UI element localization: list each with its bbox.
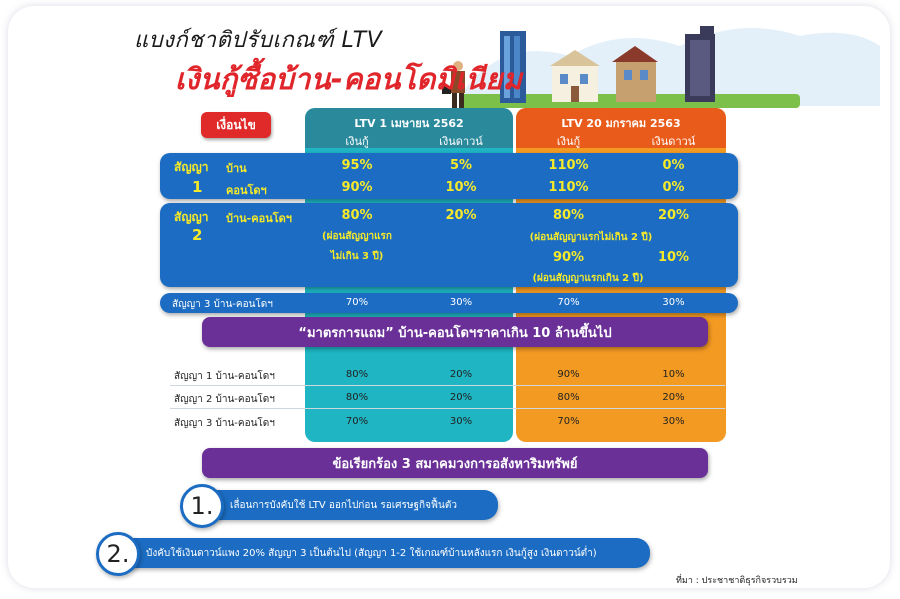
c3-new-down: 30% (662, 297, 685, 308)
lux1-old-down: 20% (449, 369, 473, 380)
c3-old-down: 30% (449, 297, 473, 308)
c2-old-loan: 80% (341, 208, 373, 223)
lux1-new-down: 10% (662, 369, 685, 380)
luxury-row1-label: สัญญา 1 บ้าน-คอนโดฯ (174, 371, 275, 382)
old-ltv-title: LTV 1 เมษายน 2562 (354, 117, 464, 130)
c1-house-old-down: 5% (449, 158, 473, 173)
demand2-text: บังคับใช้เงินดาวน์แพง 20% สัญญา 3 เป็นต้นไป (สัญญา 1-2 ใช้เกณฑ์บ้านหลังแรก เงินกู้สูง เงินดาวน์ต่ำ) (146, 547, 597, 559)
c1-house-new-loan: 110% (548, 158, 589, 173)
source-note: ที่มา : ประชาชาติธุรกิจรวบรวม (676, 576, 798, 586)
c1-condo-new-down: 0% (662, 180, 685, 195)
c2-new-note1: (ผ่อนสัญญาแรกไม่เกิน 2 ปี) (529, 232, 653, 243)
lux2-new-down: 20% (662, 392, 685, 403)
c2-old-note2: ไม่เกิน 3 ปี) (330, 251, 384, 262)
lux2-old-down: 20% (449, 392, 473, 403)
lux3-new-down: 30% (662, 416, 685, 427)
demand1-pill (200, 490, 498, 520)
contract2-label: สัญญา (174, 210, 209, 224)
c2-new-down1: 20% (657, 208, 690, 223)
demand1-text: เลื่อนการบังคับใช้ LTV ออกไปก่อน รอเศรษฐกิจฟื้นตัว (230, 499, 457, 511)
contract1-label: สัญญา (174, 160, 209, 174)
c1-house-old-loan: 95% (341, 158, 373, 173)
c1-condo-old-down: 10% (445, 180, 477, 195)
c2-new-down2: 10% (657, 250, 690, 265)
c2-old-down: 20% (445, 208, 477, 223)
luxury-row2-label: สัญญา 2 บ้าน-คอนโดฯ (174, 394, 275, 405)
demands-banner: ข้อเรียกร้อง 3 สมาคมวงการอสังหาริมทรัพย์ (202, 448, 708, 478)
new-loan-header: เงินกู้ (556, 135, 581, 148)
lux2-old-loan: 80% (345, 392, 369, 403)
demand1-number: 1. (180, 484, 224, 528)
lux3-old-down: 30% (449, 416, 473, 427)
old-down-header: เงินดาวน์ (439, 135, 483, 148)
c1-house-new-down: 0% (662, 158, 685, 173)
c2-old-note1: (ผ่อนสัญญาแรก (322, 231, 392, 242)
demand2-pill (120, 538, 650, 568)
c1-condo-old-loan: 90% (341, 180, 373, 195)
title-line2: เงินกู้ซื้อบ้าน-คอนโดมิเนียม (175, 62, 523, 96)
demand2-number: 2. (96, 532, 140, 576)
contract1-number: 1 (192, 178, 203, 196)
contract2-number: 2 (192, 226, 203, 244)
lux3-old-loan: 70% (345, 416, 369, 427)
c2-new-note2: (ผ่อนสัญญาแรกเกิน 2 ปี) (532, 273, 644, 284)
lux1-old-loan: 80% (345, 369, 369, 380)
contract3-label: สัญญา 3 บ้าน-คอนโดฯ (172, 299, 273, 310)
old-loan-header: เงินกู้ (345, 135, 369, 148)
c3-new-loan: 70% (557, 297, 580, 308)
new-ltv-title: LTV 20 มกราคม 2563 (561, 117, 681, 130)
luxury-separator (170, 408, 725, 409)
contract1-type-house: บ้าน (226, 162, 247, 175)
c3-old-loan: 70% (345, 297, 369, 308)
c2-new-loan1: 80% (552, 208, 585, 223)
luxury-row3-label: สัญญา 3 บ้าน-คอนโดฯ (174, 418, 275, 429)
luxury-separator (170, 385, 725, 386)
c2-new-loan2: 90% (552, 250, 585, 265)
contract1-type-condo: คอนโดฯ (226, 184, 267, 197)
lux3-new-loan: 70% (557, 416, 580, 427)
extra-measure-banner: “มาตรการแถม” บ้าน-คอนโดฯราคาเกิน 10 ล้านขึ้นไป (202, 317, 708, 347)
condition-label: เงื่อนไข (201, 112, 271, 138)
lux1-new-loan: 90% (557, 369, 580, 380)
lux2-new-loan: 80% (557, 392, 580, 403)
new-down-header: เงินดาวน์ (651, 135, 696, 148)
c1-condo-new-loan: 110% (548, 180, 589, 195)
contract2-type: บ้าน-คอนโดฯ (226, 212, 292, 225)
title-line1: แบงก์ชาติปรับเกณฑ์ LTV (134, 28, 383, 53)
